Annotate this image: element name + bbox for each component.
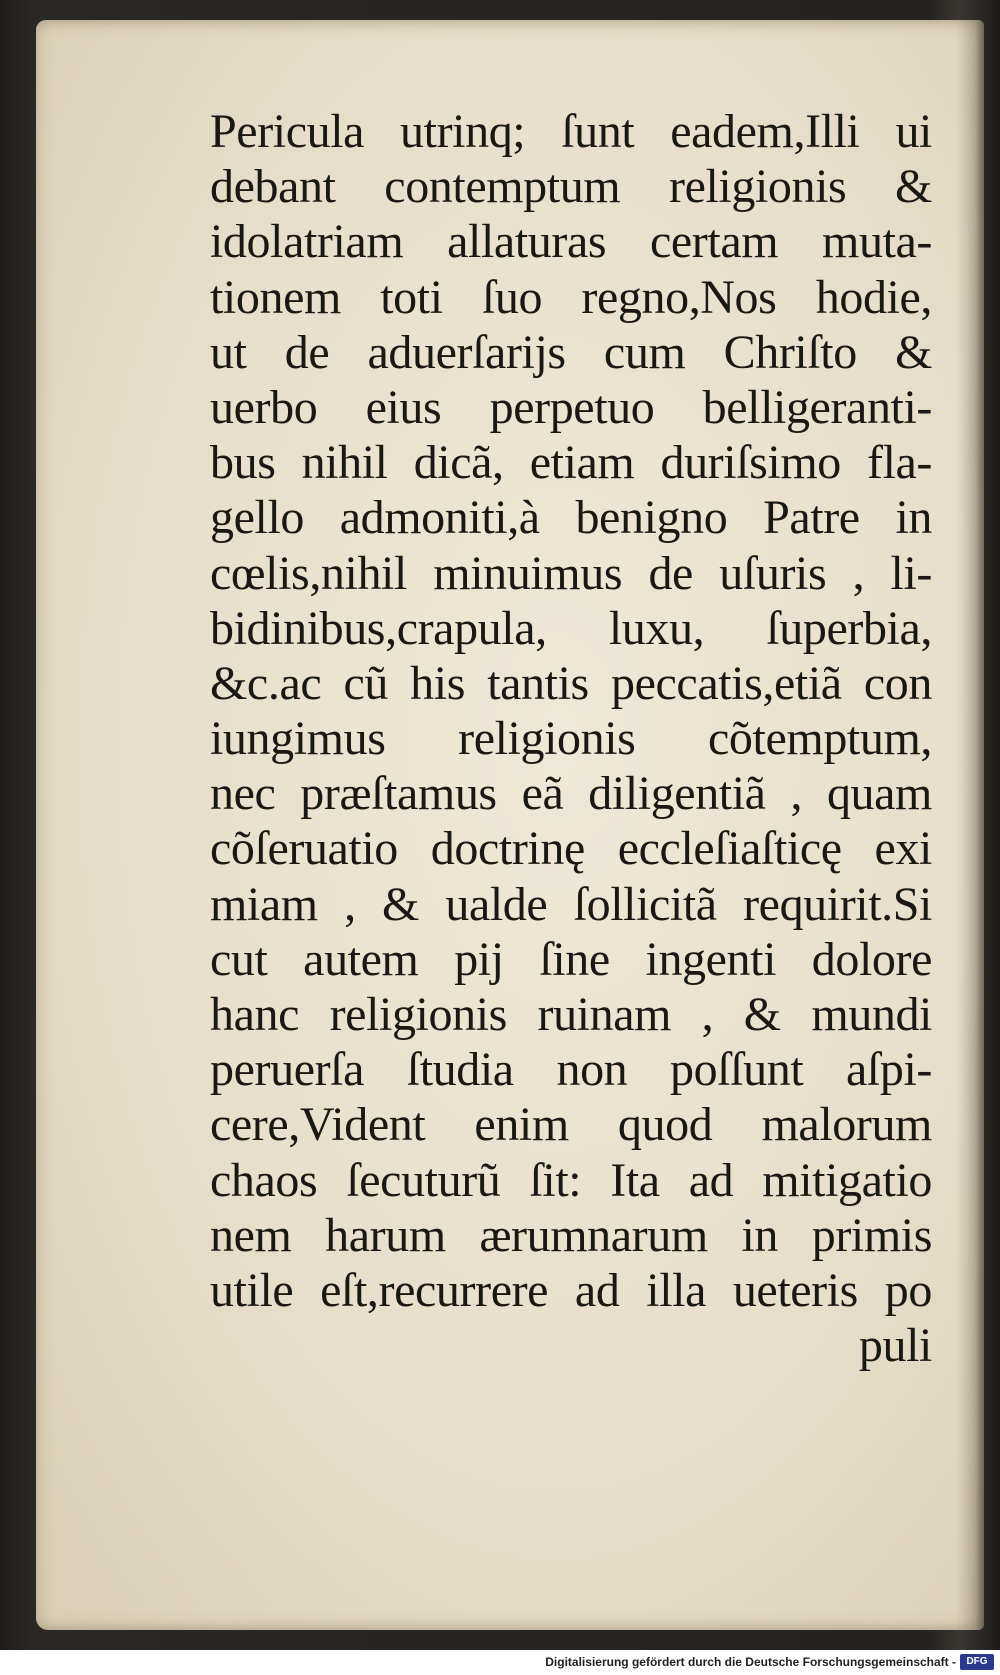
funding-credit: Digitalisierung gefördert durch die Deutsche Forschungsgemeinschaft - bbox=[545, 1655, 956, 1669]
text-line: &c.ac cũ his tantis peccatis,etiã con bbox=[210, 656, 932, 710]
catchword: puli bbox=[858, 1319, 932, 1373]
text-line: miam , & ualde ſollicitã requirit.Si bbox=[210, 877, 932, 931]
text-line: debant contemptum religionis & bbox=[210, 160, 932, 214]
text-line: nec præſtamus eã diligentiã , quam bbox=[210, 767, 932, 821]
text-line: chaos ſecuturũ ſit: Ita ad mitigatio bbox=[210, 1153, 932, 1207]
text-line: bus nihil dicã, etiam duriſsimo fla- bbox=[210, 436, 932, 490]
text-line: nem harum ærumnarum in primis bbox=[210, 1208, 932, 1262]
text-line: hanc religionis ruinam , & mundi bbox=[210, 988, 932, 1041]
text-line: ut de aduerſarijs cum Chriſto & bbox=[210, 325, 932, 379]
footer-bar bbox=[0, 1650, 1000, 1675]
text-line: cut autem pij ſine ingenti dolore bbox=[210, 932, 932, 986]
dfg-logo: DFG bbox=[960, 1654, 994, 1670]
text-line: cœlis,nihil minuimus de uſuris , li- bbox=[210, 546, 932, 600]
text-line: utile eſt,recurrere ad illa ueteris po bbox=[210, 1263, 932, 1317]
page-text bbox=[210, 104, 932, 1373]
page-edge-shadow bbox=[956, 20, 984, 1630]
text-line: cere,Vident enim quod malorum bbox=[210, 1098, 932, 1152]
text-line: Pericula utrinq; ſunt eadem,Illi ui bbox=[210, 105, 932, 158]
text-line: iungimus religionis cõtemptum, bbox=[210, 712, 932, 766]
text-line: tionem toti ſuo regno,Nos hodie, bbox=[210, 270, 932, 324]
text-line: gello admoniti,à benigno Patre in bbox=[210, 491, 932, 545]
text-line: idolatriam allaturas certam muta- bbox=[210, 215, 932, 269]
text-line: bidinibus,crapula, luxu, ſuperbia, bbox=[210, 601, 932, 655]
text-line: peruerſa ſtudia non poſſunt aſpi- bbox=[210, 1043, 932, 1097]
text-line: cõſeruatio doctrinę eccleſiaſticę exi bbox=[210, 822, 932, 876]
text-line: uerbo eius perpetuo belligeranti- bbox=[210, 380, 932, 434]
